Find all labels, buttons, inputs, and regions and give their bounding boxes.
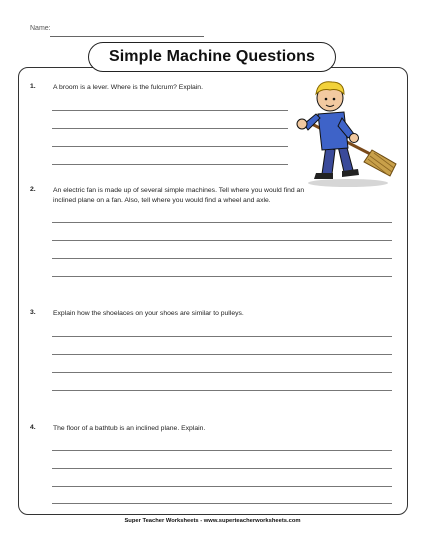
name-line (50, 36, 204, 37)
answer-line (52, 390, 392, 391)
question-3-number: 3. (30, 309, 36, 316)
answer-line (52, 450, 392, 451)
question-2-text-line-2: inclined plane on a fan. Also, tell where you would find a wheel and axle. (53, 197, 271, 204)
question-1-text: A broom is a lever. Where is the fulcrum? Explain. (53, 84, 203, 91)
question-4-text: The floor of a bathtub is an inclined plane. Explain. (53, 425, 206, 432)
answer-line (52, 372, 392, 373)
boy-sweeping-broom-icon (286, 72, 404, 190)
answer-line (52, 468, 392, 469)
question-2-number: 2. (30, 186, 36, 193)
answer-line (52, 354, 392, 355)
question-4-number: 4. (30, 424, 36, 431)
name-row (30, 25, 51, 32)
answer-line (52, 240, 392, 241)
answer-line (52, 222, 392, 223)
answer-line (52, 146, 288, 147)
answer-line (52, 128, 288, 129)
answer-line (52, 276, 392, 277)
question-2-text-line-1: An electric fan is made up of several simple machines. Tell where you would find an (53, 187, 305, 194)
question-1-number: 1. (30, 83, 36, 90)
name-label: Name: (30, 25, 51, 32)
footer-credit: Super Teacher Worksheets - www.superteacherworksheets.com (124, 518, 301, 524)
answer-line (52, 486, 392, 487)
answer-line (52, 258, 392, 259)
question-3-text: Explain how the shoelaces on your shoes are similar to pulleys. (53, 310, 244, 317)
answer-line (52, 503, 392, 504)
answer-line (52, 164, 288, 165)
worksheet-title: Simple Machine Questions (88, 42, 336, 72)
answer-line (52, 336, 392, 337)
answer-line (52, 110, 288, 111)
